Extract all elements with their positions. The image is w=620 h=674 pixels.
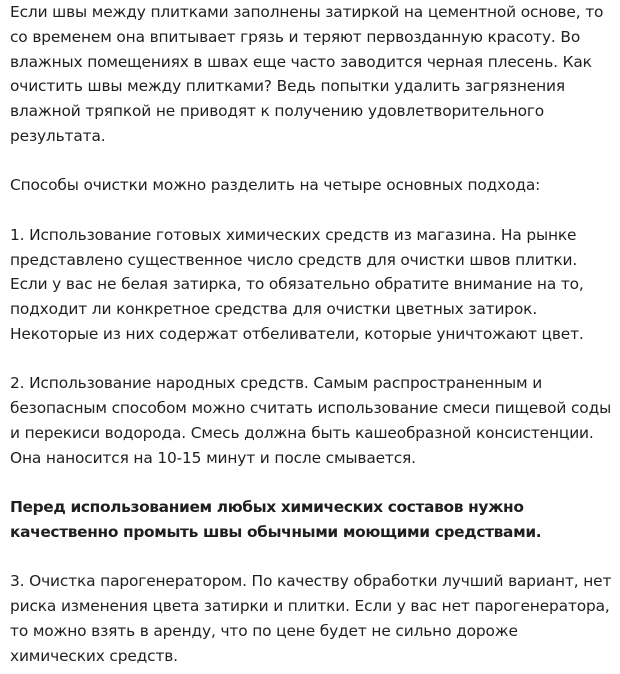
paragraph-methods-intro: Способы очистки можно разделить на четыре основных подхода: bbox=[10, 176, 541, 195]
article-body bbox=[10, 0, 616, 669]
paragraph-method-2: 2. Использование народных средств. Самым распространенным и безопасным способом можно считать использование смеси пищевой соды и перекиси водорода. Смесь должна быть кашеобразной консистенции. Она наносится на 10-15 минут и после смывается. bbox=[10, 374, 612, 467]
paragraph-intro: Если швы между плитками заполнены затиркой на цементной основе, то со временем она впитывает грязь и теряют первозданную красоту. Во влажных помещениях в швах еще часто заводится черная плесень. Как очистить швы между плитками? Ведь попытки удалить загрязнения влажной тряпкой не приводят к получению удовлетворительного результата. bbox=[10, 3, 604, 145]
paragraph-warning: Перед использованием любых химических составов нужно качественно промыть швы обычными моющими средствами. bbox=[10, 498, 542, 541]
paragraph-method-3: 3. Очистка парогенератором. По качеству обработки лучший вариант, нет риска изменения цвета затирки и плитки. Если у вас нет парогенератора, то можно взять в аренду, что по цене будет не сильно дороже химических средств. bbox=[10, 572, 612, 665]
paragraph-method-1: 1. Использование готовых химических средств из магазина. На рынке представлено существенное число средств для очистки швов плитки. Если у вас не белая затирка, то обязательно обратите внимание на то, подходит ли конкретное средства для очистки цветных затирок. Некоторые из них содержат отбеливатели, которые уничтожают цвет. bbox=[10, 225, 584, 343]
